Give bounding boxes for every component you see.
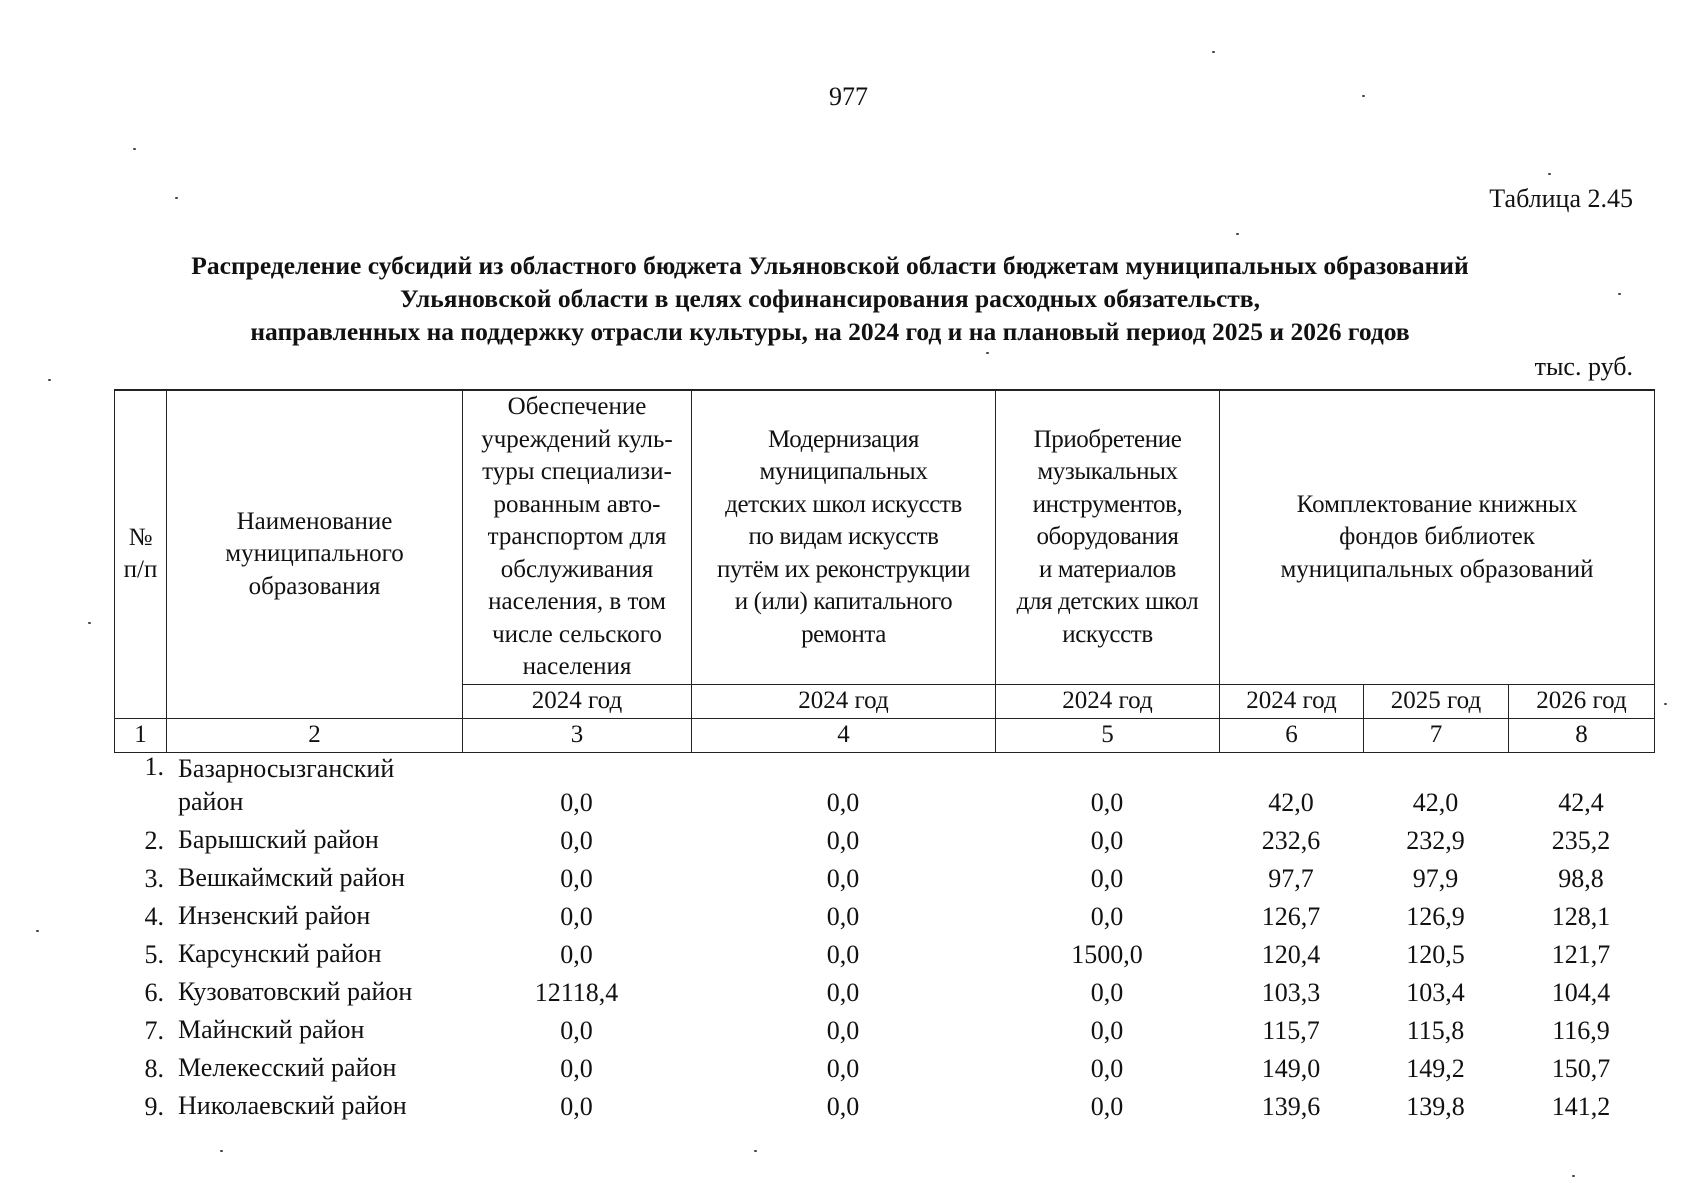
value-cell: 0,0: [826, 978, 860, 1007]
units-label: тыс. руб.: [1534, 352, 1633, 381]
row-name: Николаевский район: [178, 1091, 407, 1120]
table-header: [114, 389, 1655, 753]
row-name: Мелекесский район: [178, 1053, 397, 1082]
scan-speck: [1572, 1175, 1575, 1177]
row-number: 4.: [144, 902, 164, 931]
year-cell: 2024 год: [1220, 684, 1364, 718]
value-cell: 139,8: [1406, 1092, 1465, 1121]
value-cell: 0,0: [1090, 1092, 1124, 1121]
value-cell: 0,0: [826, 864, 860, 893]
header-text: Наименование: [236, 507, 393, 535]
value-cell: 0,0: [826, 1054, 860, 1083]
value-cell: 104,4: [1551, 978, 1611, 1007]
value-cell: 0,0: [1090, 1054, 1124, 1083]
value-cell: 0,0: [560, 902, 593, 931]
scan-speck: [1618, 293, 1621, 295]
header-cell-transport: [463, 390, 692, 684]
header-cell-num: [115, 390, 167, 718]
value-cell: 150,7: [1551, 1054, 1611, 1083]
value-cell: 42,0: [1268, 788, 1314, 817]
scan-speck: [1236, 233, 1239, 235]
header-text: инструментов,: [1032, 490, 1183, 518]
header-text: рованным авто-: [493, 490, 661, 518]
row-number: 3.: [144, 864, 164, 893]
scan-speck: [1664, 703, 1667, 705]
row-number: 1.: [144, 752, 164, 781]
table-row: [114, 970, 1654, 1008]
row-name: Инзенский район: [178, 901, 371, 930]
column-number: 7: [1364, 718, 1509, 752]
value-cell: 126,7: [1261, 902, 1321, 931]
title-line: Распределение субсидий из областного бюджета Ульяновской области бюджетам муниципальных образований: [191, 251, 1469, 280]
header-cell-schools: [692, 390, 996, 684]
scan-speck: [133, 148, 136, 150]
value-cell: 120,4: [1261, 940, 1321, 969]
row-name: Кузоватовский район: [178, 977, 413, 1006]
value-cell: 42,0: [1412, 788, 1459, 817]
value-cell: 232,6: [1261, 826, 1321, 855]
header-text: ремонта: [801, 620, 886, 648]
value-cell: 0,0: [560, 788, 593, 817]
header-text: муниципального: [225, 540, 404, 567]
table-label: Таблица 2.45: [1489, 184, 1633, 213]
value-cell: 103,3: [1261, 978, 1321, 1007]
header-text: Модернизация: [768, 425, 919, 453]
header-cell-name: [167, 390, 463, 718]
value-cell: 0,0: [826, 788, 860, 817]
title-line: направленных на поддержку отрасли культуры, на 2024 год и на плановый период 2025 и 2026 годов: [250, 317, 1410, 346]
scan-speck: [1548, 173, 1551, 175]
document-title: [100, 249, 1560, 348]
table-row: [114, 1046, 1654, 1084]
value-cell: 0,0: [1090, 864, 1124, 893]
value-cell: 42,4: [1558, 788, 1604, 817]
row-name: Барышский район: [178, 825, 379, 854]
header-text: и (или) капитального: [734, 588, 953, 615]
row-number: 5.: [144, 940, 164, 969]
value-cell: 126,9: [1406, 902, 1465, 931]
table-row: [114, 856, 1654, 894]
value-cell: 235,2: [1551, 826, 1611, 855]
scan-speck: [986, 352, 989, 354]
scan-speck: [88, 622, 91, 624]
scan-speck: [220, 1150, 223, 1152]
row-name: Майнский район: [178, 1015, 365, 1044]
header-cell-libraries: [1220, 390, 1655, 684]
header-text: музыкальных: [1037, 458, 1178, 485]
column-number: 8: [1509, 718, 1655, 752]
value-cell: 97,9: [1412, 864, 1459, 893]
value-cell: 0,0: [560, 826, 593, 855]
header-text: учреждений куль-: [481, 425, 673, 453]
year-cell: 2024 год: [692, 684, 996, 718]
header-text: муниципальных образований: [1280, 555, 1594, 583]
scan-speck: [1212, 51, 1215, 53]
column-number: 2: [167, 718, 463, 752]
value-cell: 103,4: [1406, 978, 1465, 1007]
header-text: населения: [522, 653, 632, 680]
value-cell: 0,0: [1090, 788, 1124, 817]
value-cell: 0,0: [1090, 826, 1124, 855]
row-number: 8.: [144, 1054, 164, 1083]
value-cell: 149,2: [1406, 1054, 1465, 1083]
value-cell: 0,0: [560, 1054, 593, 1083]
row-name-line: район: [178, 787, 244, 816]
value-cell: 115,8: [1406, 1016, 1465, 1045]
value-cell: 0,0: [1090, 1016, 1124, 1045]
row-name-line: Базарносызганский: [178, 754, 395, 783]
scan-speck: [175, 197, 178, 199]
year-cell: 2024 год: [996, 684, 1220, 718]
value-cell: 0,0: [826, 1016, 860, 1045]
header-text: туры специализи-: [482, 458, 672, 485]
table-row: [114, 1008, 1654, 1046]
header-text: Обеспечение: [507, 393, 647, 420]
header-text: образования: [248, 572, 381, 600]
row-number: 7.: [144, 1016, 164, 1045]
scan-speck: [48, 379, 51, 381]
column-number: 1: [115, 718, 167, 752]
value-cell: 139,6: [1261, 1092, 1321, 1121]
value-cell: 0,0: [1090, 978, 1124, 1007]
scan-speck: [36, 930, 39, 932]
header-text: и материалов: [1039, 555, 1176, 583]
table-row: [114, 1084, 1654, 1122]
value-cell: 0,0: [560, 1092, 593, 1121]
header-text: Комплектование книжных: [1296, 490, 1578, 518]
value-cell: 0,0: [826, 826, 860, 855]
title-line: Ульяновской области в целях софинансирования расходных обязательств,: [400, 284, 1260, 313]
value-cell: 120,5: [1406, 940, 1465, 969]
scan-speck: [754, 1150, 757, 1152]
column-number: 3: [463, 718, 692, 752]
header-cell-instruments: [996, 390, 1220, 684]
value-cell: 121,7: [1551, 940, 1611, 969]
table-row: [114, 750, 1654, 818]
header-text: населения, в том: [488, 588, 666, 615]
value-cell: 149,0: [1261, 1054, 1321, 1083]
value-cell: 116,9: [1552, 1016, 1610, 1045]
row-number: 6.: [144, 978, 164, 1007]
value-cell: 12118,4: [534, 978, 619, 1007]
header-text: по видам искусств: [748, 523, 939, 550]
year-cell: 2026 год: [1509, 684, 1655, 718]
value-cell: 0,0: [560, 1016, 593, 1045]
row-number: 9.: [144, 1092, 164, 1121]
header-text: для детских школ: [1016, 588, 1199, 615]
value-cell: 0,0: [826, 902, 860, 931]
column-number: 5: [996, 718, 1220, 752]
header-text: искусств: [1062, 620, 1153, 648]
value-cell: 0,0: [826, 940, 860, 969]
table-body: [114, 750, 1654, 1122]
header-text: муниципальных: [759, 458, 928, 485]
value-cell: 0,0: [1090, 902, 1124, 931]
column-number: 4: [692, 718, 996, 752]
row-name: Вешкаймский район: [178, 863, 405, 892]
value-cell: 232,9: [1406, 826, 1465, 855]
value-cell: 115,7: [1262, 1016, 1320, 1045]
value-cell: 128,1: [1551, 902, 1611, 931]
scan-speck: [1362, 95, 1365, 97]
column-number: 6: [1220, 718, 1364, 752]
row-number: 2.: [144, 826, 164, 855]
value-cell: 97,7: [1268, 864, 1314, 893]
row-name: Карсунский район: [178, 939, 382, 968]
table-row: [114, 932, 1654, 970]
value-cell: 98,8: [1558, 864, 1604, 893]
value-cell: 0,0: [560, 864, 593, 893]
header-text: обслуживания: [500, 555, 654, 583]
table-row: [114, 818, 1654, 856]
page-number: 977: [829, 82, 868, 111]
value-cell: 141,2: [1551, 1092, 1611, 1121]
header-text: путём их реконструкции: [717, 555, 970, 583]
header-text: фондов библиотек: [1339, 523, 1535, 550]
year-cell: 2024 год: [463, 684, 692, 718]
header-text: транспортом для: [487, 523, 667, 550]
header-text: числе сельского: [492, 620, 662, 648]
header-text: оборудования: [1036, 523, 1179, 550]
value-cell: 0,0: [826, 1092, 860, 1121]
value-cell: 0,0: [560, 940, 593, 969]
header-text: детских школ искусств: [725, 490, 962, 518]
table-row: [114, 894, 1654, 932]
year-cell: 2025 год: [1364, 684, 1509, 718]
value-cell: 1500,0: [1071, 940, 1143, 969]
header-text: №: [128, 523, 153, 551]
row-name: [166, 750, 462, 818]
header-text: Приобретение: [1033, 425, 1182, 453]
header-text: п/п: [123, 556, 158, 584]
